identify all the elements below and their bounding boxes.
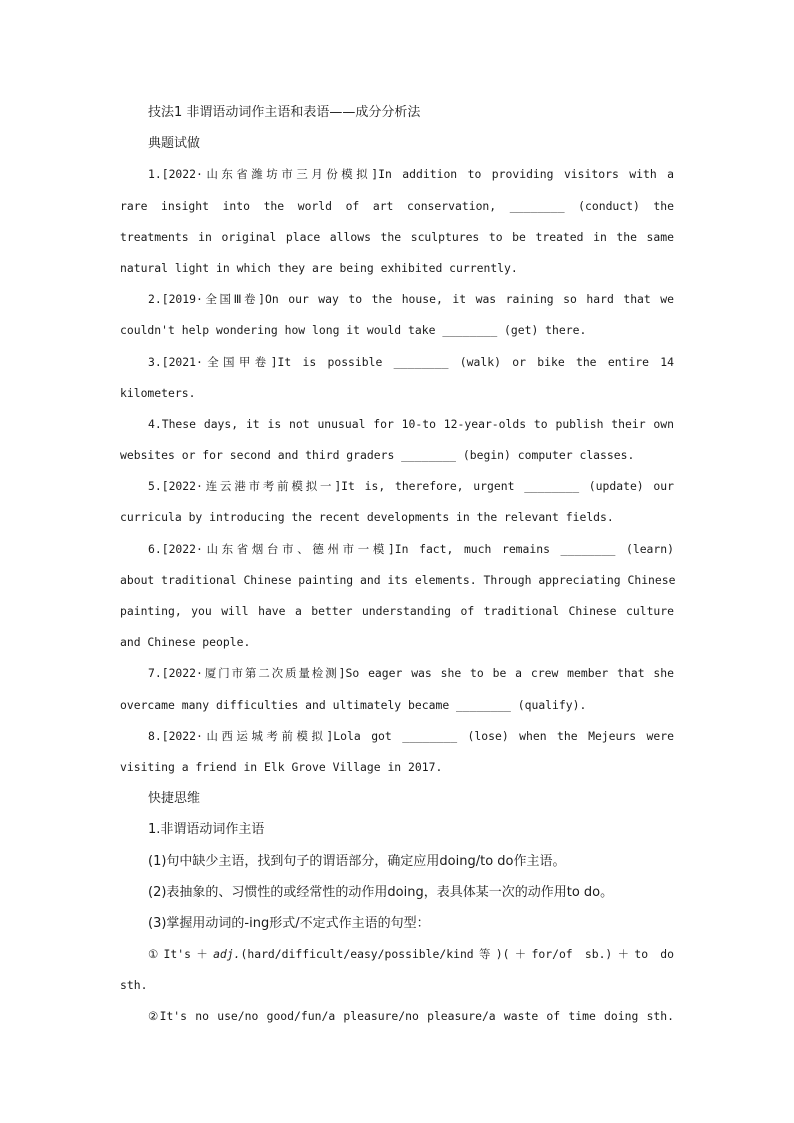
tip-1-point-1: (1)句中缺少主语，找到句子的谓语部分，确定应用doing/to do作主语。 (148, 853, 566, 869)
document-page (120, 97, 674, 1033)
question-2 (120, 284, 674, 346)
question-line: 5.[2022·连云港市考前模拟一]It is, therefore, urgent ________ (update) our (148, 479, 674, 494)
question-8 (120, 721, 674, 783)
question-line: and Chinese people. (120, 635, 251, 650)
question-line: 6.[2022·山东省烟台市、德州市一模]In fact, much remains ________ (learn) (148, 541, 674, 556)
quick-thinking-heading: 快捷思维 (148, 791, 201, 807)
pattern-prefix: ①It's＋ (148, 947, 214, 962)
question-3 (120, 347, 674, 409)
question-line: 8.[2022·山西运城考前模拟]Lola got ________ (lose) when the Mejeurs were (148, 728, 674, 743)
example-heading: 典题试做 (148, 136, 201, 152)
question-line: kilometers. (120, 385, 196, 400)
question-5 (120, 471, 674, 533)
question-6 (120, 534, 674, 659)
pattern-2: ②It's no use/no good/fun/a pleasure/no pleasure/a waste of time doing sth. (148, 1009, 674, 1024)
question-line: couldn't help wondering how long it would take ________ (get) there. (120, 323, 587, 338)
tip-1-point-2: (2)表抽象的、习惯性的或经常性的动作用doing，表具体某一次的动作用to do。 (148, 884, 614, 900)
question-line: rare insight into the world of art conservation, ________ (conduct) the (120, 198, 674, 213)
question-line: 7.[2022·厦门市第二次质量检测]So eager was she to be a crew member that she (148, 666, 674, 681)
pattern-adj: adj. (213, 947, 241, 962)
tip-1-point-3: (3)掌握用动词的-ing形式/不定式作主语的句型： (148, 915, 430, 931)
question-line: painting, you will have a better understanding of traditional Chinese culture (120, 604, 674, 618)
tip-1-heading: 1.非谓语动词作主语 (148, 822, 265, 838)
question-line: overcame many difficulties and ultimately became ________ (qualify). (120, 697, 587, 712)
question-line: about traditional Chinese painting and its elements. Through appreciating Chinese (120, 572, 676, 587)
question-line: 4.These days, it is not unusual for 10-to 12-year-olds to publish their own (148, 416, 674, 431)
question-line: 3.[2021·全国甲卷]It is possible ________ (walk) or bike the entire 14 (148, 354, 674, 369)
question-4 (120, 409, 674, 471)
question-line: treatments in original place allows the sculptures to be treated in the same (120, 229, 674, 244)
question-7 (120, 658, 674, 720)
pattern-line (120, 939, 674, 970)
question-line: websites or for second and third graders ________ (begin) computer classes. (120, 448, 635, 463)
pattern-1 (120, 939, 674, 1001)
question-1 (120, 159, 674, 284)
pattern-line: sth. (120, 978, 148, 993)
question-line: 1.[2022·山东省潍坊市三月份模拟]In addition to providing visitors with a (148, 167, 674, 182)
pattern-rest: (hard/difficult/easy/possible/kind等)(＋for/of sb.)＋to do (240, 947, 674, 962)
question-line: visiting a friend in Elk Grove Village in 2017. (120, 759, 443, 774)
section-title: 技法1 非谓语动词作主语和表语——成分分析法 (148, 105, 421, 120)
question-line: curricula by introducing the recent developments in the relevant fields. (120, 510, 614, 525)
question-line: natural light in which they are being exhibited currently. (120, 260, 518, 275)
question-line: 2.[2019·全国Ⅲ卷]On our way to the house, it was raining so hard that we (148, 292, 674, 307)
